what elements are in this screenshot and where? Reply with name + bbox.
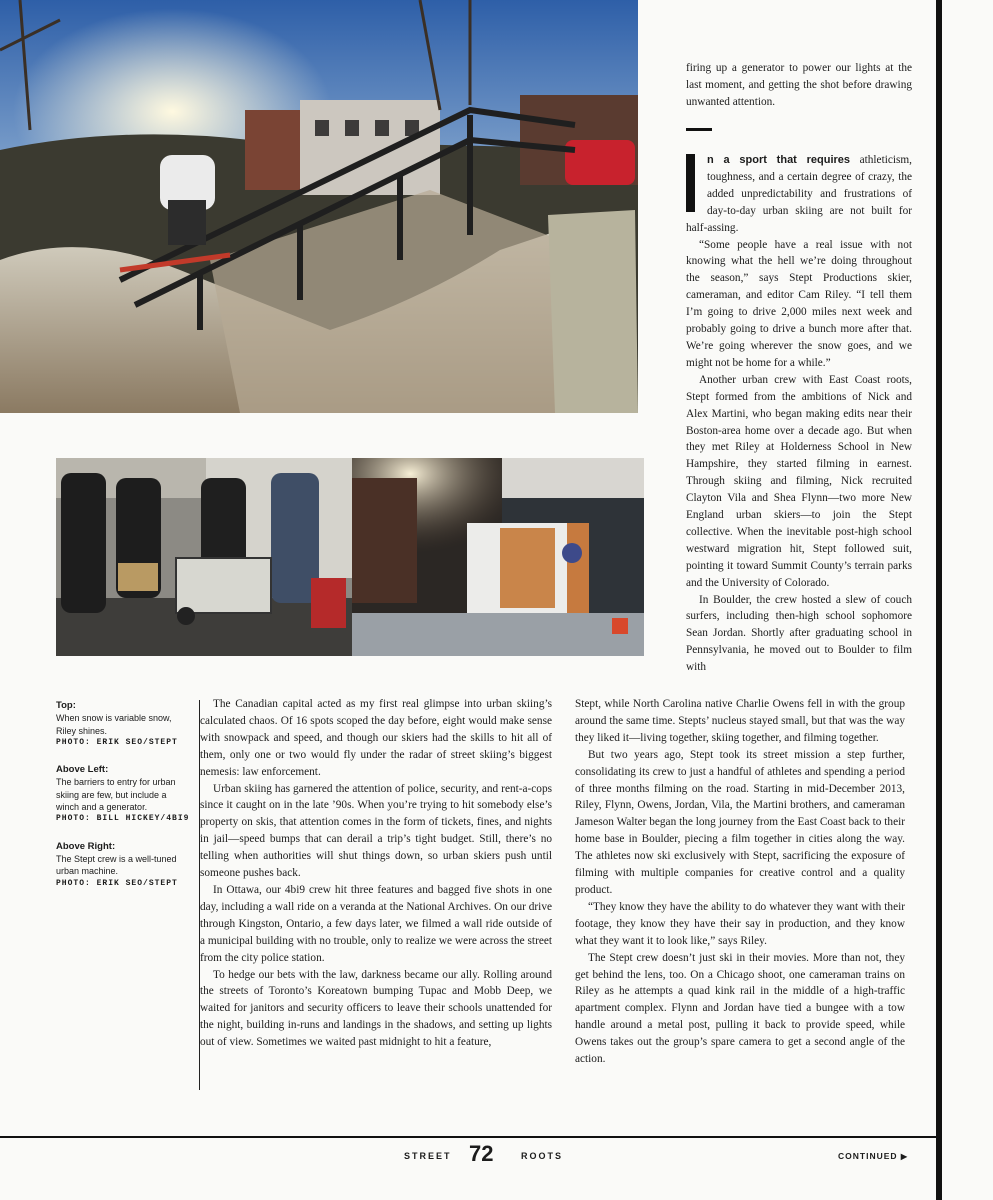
folio-section-right: ROOTS bbox=[521, 1151, 564, 1161]
paragraph: Another urban crew with East Coast roots, Stept formed from the ambitions of Nick and Alex Martini, who began making edits near their Boston-area home over a decade ago. But when they met Riley at Holderness School in New Hampshire, they started filming in earnest. Through skiing and filming, Nick recruited Clayton Vila and Shea Flynn—two more New England urban skiers—to join the Stept collective. When the inevitable post-high school westward migration hit, Stept followed suit, pointing it toward Summit County’s terrain parks and the University of Colorado. bbox=[686, 373, 912, 589]
caption-text: The Stept crew is a well-tuned urban machine. bbox=[56, 853, 177, 877]
dropcap-letter-i bbox=[686, 154, 695, 212]
caption-above-right bbox=[56, 841, 191, 890]
continued-label bbox=[838, 1151, 908, 1161]
article-column-bottom-right bbox=[575, 696, 905, 1068]
dropcap-paragraph bbox=[686, 152, 912, 237]
page-edge-border bbox=[936, 0, 942, 1200]
caption-label: Top: bbox=[56, 700, 76, 711]
paragraph: Urban skiing has garnered the attention of police, security, and rent-a-cops since it caught on in the late ’90s. When you’re trying to hit somebody else’s property on skis, that attention comes in the form of tickets, fines, and nights in jail—speed bumps that can derail a trip’s tight budget. Still, there’s no telling when authorities will shut things down, so urban skiers push until someone pushes back. bbox=[200, 782, 552, 880]
paragraph: In Ottawa, our 4bi9 crew hit three features and bagged five shots in one day, including a wall ride on a veranda at the National Archives. On our drive through Kingston, Ontario, a few days later, we filmed a wall ride outside of a municipal building with no trouble, only to realize we were across the street from the city police station. bbox=[200, 883, 552, 964]
caption-label: Above Left: bbox=[56, 764, 109, 776]
paragraph: In Boulder, the crew hosted a slew of couch surfers, including then-high school sophomore Sean Jordan. Shortly after graduating school in Pennsylvania, he moved out to Boulder to film with bbox=[686, 593, 912, 674]
photo-credit: PHOTO: BILL HICKEY/4BI9 bbox=[56, 814, 190, 824]
paragraph: But two years ago, Stept took its street mission a step further, consolidating its crew to just a handful of athletes and spending a period of three months filming on the road. Starting in mid-December 2013, Riley, Flynn, Owens, Jordan, Vila, the Martini brothers, and cameraman Jameson Walter began the long journey from the East Coast back to their home base in Boulder, piecing a film together in cities along the way. The athletes now ski exclusively with Stept, sacrificing the exposure of filming with multiple companies for creative control and a quality product. bbox=[575, 748, 905, 896]
paragraph: The Stept crew doesn’t just ski in their movies. More than not, they get behind the lens, too. On a Chicago shoot, one cameraman trains on Riley as he attempts a quad kink rail in the middle of a high-traffic apartment complex. Flynn and Jordan have tied a bungee with a tow handle around a metal post, pulling it back to provide speed, while Owens takes out the group’s spare camera to get a second angle of the action. bbox=[575, 951, 905, 1066]
folio-section-left: STREET bbox=[404, 1151, 452, 1161]
page-number: 72 bbox=[469, 1141, 494, 1166]
caption-above-left bbox=[56, 764, 191, 825]
lead-in-text: n a sport that requires bbox=[707, 154, 851, 166]
photo-captions bbox=[56, 700, 191, 905]
footer-rule bbox=[0, 1136, 936, 1138]
paragraph: Stept, while North Carolina native Charlie Owens fell in with the group around the same time. Stepts’ nucleus stayed small, but that was the way they liked it—living together, skiing together, and filming together. bbox=[575, 698, 905, 744]
paragraph: “Some people have a real issue with not knowing what the hell we’re doing throughout the season,” says Stept Productions skier, cameraman, and editor Cam Riley. “I tell them I’m going to drive 2,000 miles next week and probably going to drive a bunch more after that. We’re going wherever the snow goes, and we might not be home for a while.” bbox=[686, 238, 912, 369]
article-column-right bbox=[686, 152, 912, 676]
caption-text: When snow is variable snow, Riley shines. bbox=[56, 713, 172, 736]
caption-text: The barriers to entry for urban skiing are few, but include a winch and a generator. bbox=[56, 777, 176, 813]
photo-credit: PHOTO: ERIK SEO/STEPT bbox=[56, 878, 178, 888]
section-divider bbox=[686, 128, 712, 131]
paragraph: “They know they have the ability to do whatever they want with their footage, they know they have their say in production, and they know what they want it to look like,” says Riley. bbox=[575, 900, 905, 947]
photo-top-skier-rail bbox=[0, 0, 638, 413]
photo-credit: PHOTO: ERIK SEO/STEPT bbox=[56, 737, 178, 747]
paragraph: The Canadian capital acted as my first real glimpse into urban skiing’s calculated chaos. Of 16 spots scoped the day before, eight would make sense with snowpack and speed, and though our skiers had the skills to hit all of them, only one or two would fly under the radar of street skiing’s biggest nemesis: law enforcement. bbox=[200, 698, 552, 778]
article-column-right-top bbox=[686, 60, 912, 131]
photo-left-crew-generator bbox=[56, 458, 352, 656]
continued-text: CONTINUED bbox=[838, 1151, 898, 1161]
paragraph: firing up a generator to power our lights at the last moment, and getting the shot before drawing unwanted attention. bbox=[686, 62, 912, 108]
caption-top bbox=[56, 700, 191, 749]
article-column-middle bbox=[200, 696, 552, 1051]
play-arrow-icon: ▶ bbox=[900, 1152, 909, 1161]
caption-label: Above Right: bbox=[56, 840, 116, 852]
paragraph-text: athleticism, toughness, and a certain degree of crazy, the added unpredictability and frustrations of day-to-day urban skiing are not built for half-assing. bbox=[686, 154, 913, 234]
paragraph: To hedge our bets with the law, darkness became our ally. Rolling around the streets of Toronto’s Koreatown bumping Tupac and Mobb Deep, we waited for janitors and security officers to leave their schools unattended for the night, building in-runs and landings in the shadows, and setting up lights out of view. Sometimes we waited past midnight to hit a feature, bbox=[200, 968, 552, 1049]
photo-right-trailer-night bbox=[352, 458, 644, 656]
